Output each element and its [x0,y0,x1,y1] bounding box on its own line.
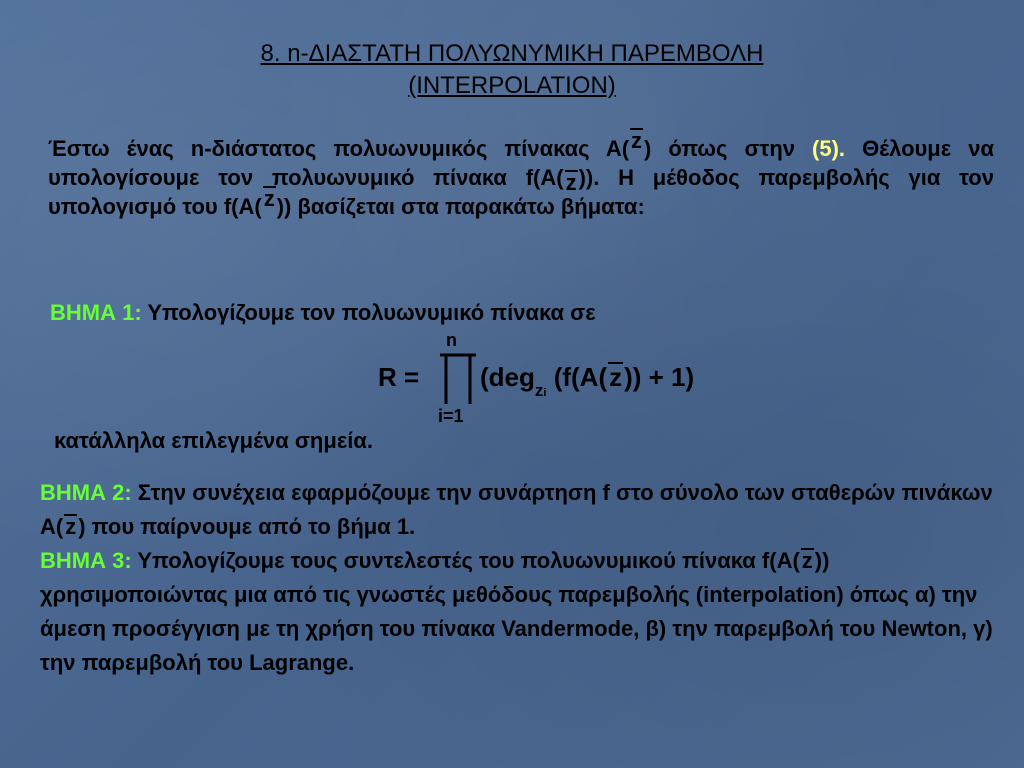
step-3-paragraph [40,544,1002,680]
vector-z: z [609,362,623,392]
product-formula [378,330,738,430]
step-3-text-2: )) χρησιμοποιώντας μια από τις γνωστές μεθόδους παρεμβολής (interpolation) όπως α) την άμεση προσέγγιση με τη χρήση του πίνακα Vandermode, β) την παρεμβολή του Newton, γ) την παρεμβολή του Lagrange. [40,548,993,675]
step-3-text-1: Υπολογίζουμε τους συντελεστές του πολυωνυμικού πίνακα f(A( [131,548,800,573]
title-line-2: (INTERPOLATION) [408,72,616,99]
formula-lower-limit: i=1 [438,406,464,426]
product-symbol-icon [438,352,478,406]
step-1-tail: κατάλληλα επιλεγμένα σημεία. [54,428,374,453]
step-2-text-2: ) που παίρνουμε από το βήμα 1. [78,514,416,539]
formula-mid: (f(A( [553,362,608,392]
formula-subscript-index: i [543,387,547,399]
formula-close: )) + 1) [624,362,695,392]
formula-upper-limit: n [446,330,457,350]
vector-z: z [565,170,577,195]
intro-text-3: Θέλουμε να υπολογίσουμε τον πολυωνυμικό πίνακα f(A( [48,136,994,190]
intro-text-1: Έστω ένας n-διάστατος πολυωνυμικός πίνακας Α( [48,136,630,161]
step-2-text-1: Στην συνέχεια εφαρμόζουμε την συνάρτηση f στο σύνολο των σταθερών πινάκων Α( [40,480,993,539]
step-1-heading [50,298,596,327]
formula-body [480,362,695,400]
slide-title [0,38,1024,102]
intro-paragraph [48,128,994,221]
intro-text-5: )) βασίζεται στα παρακάτω βήματα: [276,194,645,219]
intro-text-2: ) όπως στην [644,136,813,161]
equation-reference: (5). [812,136,846,161]
steps-2-3 [40,476,1002,680]
step-1-label: ΒΗΜΑ 1: [50,300,142,325]
formula-lhs: R = [378,362,420,392]
vector-z: z [65,514,77,539]
vector-z: z [801,548,813,573]
vector-z: z [631,128,643,153]
formula-subscript [535,381,547,400]
vector-z: z [263,186,275,211]
step-3-label: ΒΗΜΑ 3: [40,548,132,573]
title-line-1: 8. n-ΔΙΑΣΤΑΤΗ ΠΟΛΥΩΝΥΜΙΚΗ ΠΑΡΕΜΒΟΛΗ [260,40,764,67]
formula-subscript-z: z [534,381,544,400]
step-2-label: ΒΗΜΑ 2: [40,480,132,505]
step-2-paragraph [40,476,1002,544]
intro-text-4: )). Η μέθοδος παρεμβολής για τον υπολογισμό του f(A( [48,165,994,219]
step-1-text: Υπολογίζουμε τον πολυωνυμικό πίνακα σε [141,300,596,325]
formula-open: (deg [480,362,535,392]
